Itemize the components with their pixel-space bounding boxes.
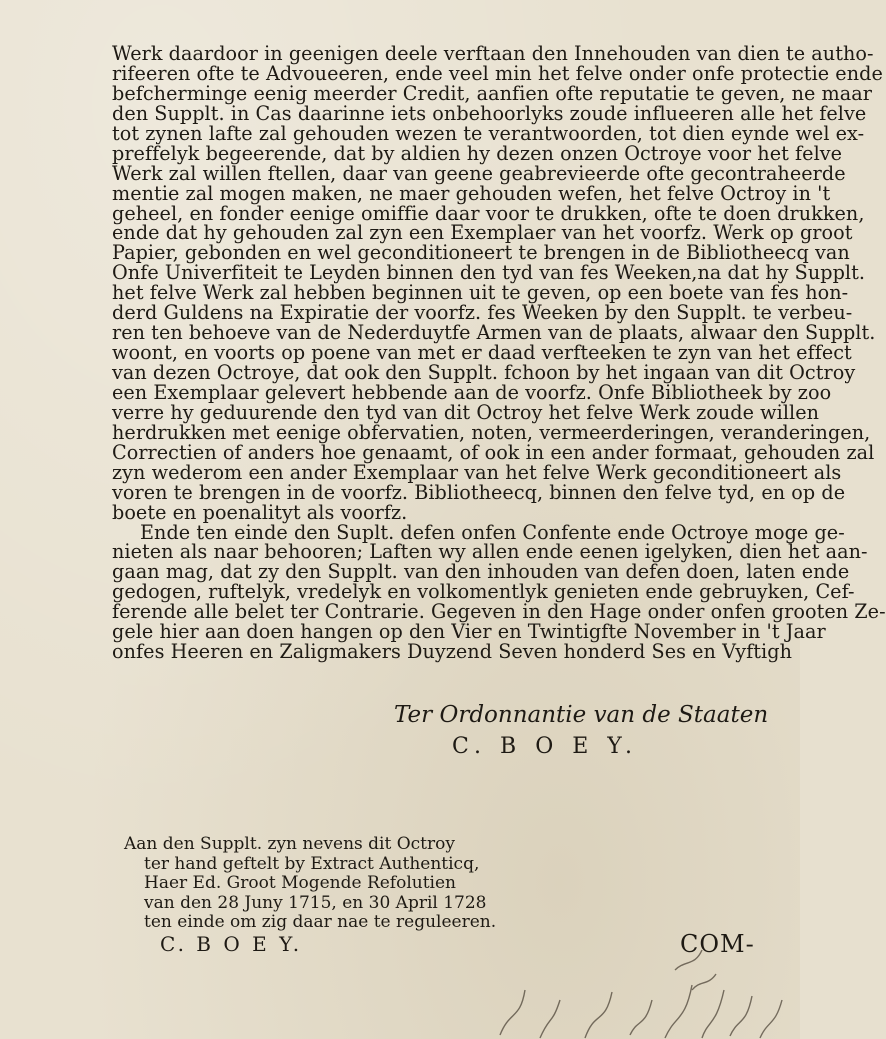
text-line: ende dat hy gehouden zal zyn een Exemplaer van het voorfz. Werk op groot [112, 221, 853, 245]
text-line: gele hier aan doen hangen op den Vier en Twintigfte November in 't Jaar [112, 620, 826, 644]
text-line: Correctien of anders hoe genaamt, of ook in een ander formaat, gehouden zal [112, 440, 875, 464]
text-line: preffelyk begeerende, dat by aldien hy dezen onzen Octroye voor het felve [112, 141, 843, 165]
text-line: van dezen Octroye, dat ook den Supplt. fchoon by het ingaan van dit Octroy [112, 361, 856, 384]
text-line: Ende ten einde den Suplt. defen onfen Confente ende Octroye moge ge- [140, 520, 845, 544]
text-line: Onfe Univerfiteit te Leyden binnen den tyd van fes Weeken,na dat hy Supplt. [112, 261, 866, 285]
signer-name: C. B O E Y. [452, 734, 638, 759]
text-line: mentie zal mogen maken, ne maer gehouden wefen, het felve Octroy in 't [112, 181, 831, 205]
registration-line: van den 28 Juny 1715, en 30 April 1728 [144, 892, 487, 913]
text-line: onfes Heeren en Zaligmakers Duyzend Seven honderd Ses en Vyftigh [112, 640, 792, 664]
text-line: gedogen, ruftelyk, vredelyk en volkomentlyk genieten ende gebruyken, Cef- [112, 580, 855, 604]
registration-line: ter hand geftelt by Extract Authenticq, [144, 853, 480, 874]
text-line: Werk zal willen ftellen, daar van geene geabrevieerde ofte gecontraheerde [112, 161, 846, 185]
octroy-body-text [112, 42, 886, 664]
text-line: den Supplt. in Cas daarinne iets onbehoorlyks zoude influeeren alle het felve [112, 101, 867, 125]
text-line: derd Guldens na Expiratie der voorfz. fes Weeken by den Supplt. te verbeu- [112, 301, 853, 325]
ordonnantie-signature [394, 702, 769, 759]
text-line: Papier, gebonden en wel geconditioneert te brengen in de Bibliotheecq van [112, 241, 850, 265]
text-line: woont, en voorts op poene van met er daad verfteeken te zyn van het effect [112, 341, 852, 365]
text-line: Werk daardoor in geenigen deele verftaan den Innehouden van dien te autho- [112, 42, 874, 65]
registration-line: ten einde om zig daar nae te reguleeren. [144, 912, 497, 932]
text-line: ferende alle belet ter Contrarie. Gegeven in den Hage onder onfen grooten Ze- [112, 600, 886, 624]
registration-signer: C. B O E Y. [160, 931, 303, 956]
text-line: zyn wederom een ander Exemplaar van het felve Werk geconditioneert als [112, 460, 842, 484]
text-line: nieten als naar behooren; Laften wy allen ende eenen igelyken, dien het aan- [112, 540, 868, 564]
text-line: geheel, en fonder eenige omiffie daar voor te drukken, ofte te doen drukken, [112, 201, 865, 225]
text-line: gaan mag, dat zy den Supplt. van den inhouden van defen doen, laten ende [112, 560, 850, 584]
text-line: het felve Werk zal hebben beginnen uit te geven, op een boete van fes hon- [112, 281, 849, 305]
ordonnantie-line: Ter Ordonnantie van de Staaten [394, 702, 769, 728]
text-line: boete en poenalityt als voorfz. [112, 500, 408, 524]
text-line: verre hy geduurende den tyd van dit Octroy het felve Werk zoude willen [112, 400, 820, 424]
text-line: herdrukken met eenige obfervatien, noten, vermeerderingen, veranderingen, [112, 420, 871, 444]
text-line: een Exemplaar gelevert hebbende aan de voorfz. Onfe Bibliotheek by zoo [112, 380, 832, 404]
registration-line: Aan den Supplt. zyn nevens dit Octroy [124, 834, 455, 854]
text-line: rifeeren ofte te Advoueeren, ende veel min het felve onder onfe protectie ende [112, 61, 883, 85]
text-line: tot zynen lafte zal gehouden wezen te verantwoorden, tot dien eynde wel ex- [112, 121, 865, 145]
registration-line: Haer Ed. Groot Mogende Refolutien [144, 873, 456, 893]
text-line: ren ten behoeve van de Nederduytfe Armen van de plaats, alwaar den Supplt. [112, 321, 876, 345]
text-line: befcherminge eenig meerder Credit, aanfien ofte reputatie te geven, ne maar [112, 81, 872, 105]
catchword: COM- [680, 930, 755, 958]
registration-note [124, 834, 497, 956]
text-line: voren te brengen in de voorfz. Bibliotheecq, binnen den felve tyd, en op de [112, 480, 846, 504]
